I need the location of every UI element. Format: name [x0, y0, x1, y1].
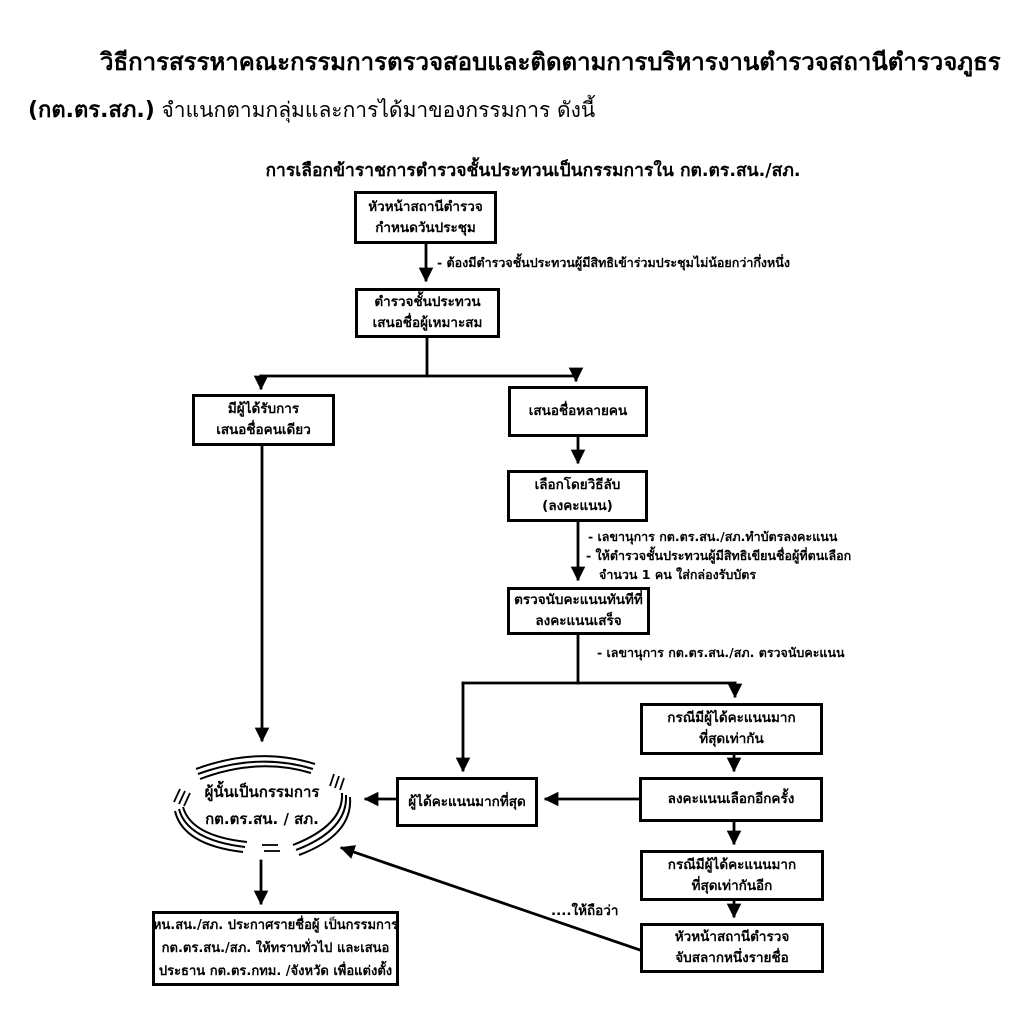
- box-line: ที่สุดเท่ากัน: [699, 731, 764, 747]
- box-line: ผู้ได้คะแนนมากที่สุด: [408, 793, 526, 810]
- box-revote: [639, 777, 823, 822]
- note-quorum: - ต้องมีตำรวจชั้นประทวนผู้มีสิทธิเข้าร่วมประชุมไม่น้อยกว่ากึ่งหนึ่ง: [437, 255, 790, 270]
- box-announce-result: [152, 911, 399, 986]
- box-line: ตรวจนับคะแนนทันทีที่: [514, 592, 643, 608]
- box-line: ที่สุดเท่ากันอีก: [691, 877, 773, 894]
- box-secret-vote: [507, 470, 648, 522]
- terminal-becomes-committee: [170, 779, 354, 833]
- box-line: มีผู้ได้รับการ: [227, 401, 300, 417]
- box-line: จับสลากหนึ่งรายชื่อ: [675, 950, 789, 966]
- box-line: กต.ตร.สน./สภ. ให้ทราบทั่วไป และเสนอ: [161, 941, 390, 956]
- note-ballot-line3: จำนวน 1 คน ใส่กล่องรับบัตร: [599, 567, 757, 582]
- box-tie-case: [640, 703, 823, 755]
- box-single-nominee: [192, 394, 335, 446]
- terminal-line: กต.ตร.สน. / สภ.: [205, 810, 319, 828]
- box-line: เสนอชื่อผู้เหมาะสม: [372, 315, 483, 331]
- flowchart-title: การเลือกข้าราชการตำรวจชั้นประทวนเป็นกรรมการใน กต.ตร.สน./สภ.: [265, 161, 801, 181]
- box-line: ลงคะแนนเสร็จ: [535, 613, 622, 629]
- note-ballot-line2: - ให้ตำรวจชั้นประทวนผู้มีสิทธิเขียนชื่อผู้ที่ตนเลือก: [586, 548, 852, 563]
- heading-abbreviation: (กต.ตร.สภ.): [28, 98, 155, 123]
- document-heading-line1: วิธีการสรรหาคณะกรรมการตรวจสอบและติดตามการบริหารงานตำรวจสถานีตำรวจภูธร: [100, 48, 1001, 76]
- label-consider-as: ....ให้ถือว่า: [551, 903, 619, 919]
- box-line: (ลงคะแนน): [542, 498, 613, 514]
- box-line: กรณีมีผู้ได้คะแนนมาก: [667, 856, 797, 873]
- box-line: เสนอชื่อหลายคน: [528, 403, 628, 419]
- box-ncos-nominate: [355, 288, 500, 338]
- box-highest-score: [396, 777, 538, 827]
- note-count: - เลขานุการ กต.ตร.สน./สภ. ตรวจนับคะแนน: [597, 645, 845, 660]
- box-line: ประธาน กต.ตร.กทม. /จังหวัด เพื่อแต่งตั้ง: [158, 964, 393, 979]
- terminal-line: ผู้นั้นเป็นกรรมการ: [204, 783, 320, 801]
- note-ballot-line1: - เลขานุการ กต.ตร.สน./สภ.ทำบัตรลงคะแนน: [588, 529, 838, 544]
- box-line: กำหนดวันประชุม: [375, 219, 476, 236]
- box-multiple-nominees: [508, 386, 648, 437]
- box-line: ลงคะแนนเลือกอีกครั้ง: [667, 791, 795, 807]
- box-chief-sets-meeting: [354, 191, 497, 244]
- box-line: กรณีมีผู้ได้คะแนนมาก: [667, 710, 796, 726]
- box-draw-lots: [640, 923, 824, 973]
- box-line: ตำรวจชั้นประทวน: [374, 294, 481, 310]
- box-line: เสนอชื่อคนเดียว: [216, 422, 311, 438]
- box-line: เลือกโดยวิธีลับ: [534, 477, 621, 493]
- heading-line2-rest: จำแนกตามกลุ่มและการได้มาของกรรมการ ดังนี้: [154, 98, 596, 122]
- box-line: หน.สน./สภ. ประกาศรายชื่อผู้ เป็นกรรมการ: [152, 918, 399, 933]
- box-tie-again: [640, 850, 824, 901]
- box-count-votes: [507, 587, 650, 635]
- box-line: หัวหน้าสถานีตำรวจ: [674, 929, 790, 945]
- document-heading-line2: [28, 92, 595, 127]
- box-line: หัวหน้าสถานีตำรวจ: [368, 198, 483, 215]
